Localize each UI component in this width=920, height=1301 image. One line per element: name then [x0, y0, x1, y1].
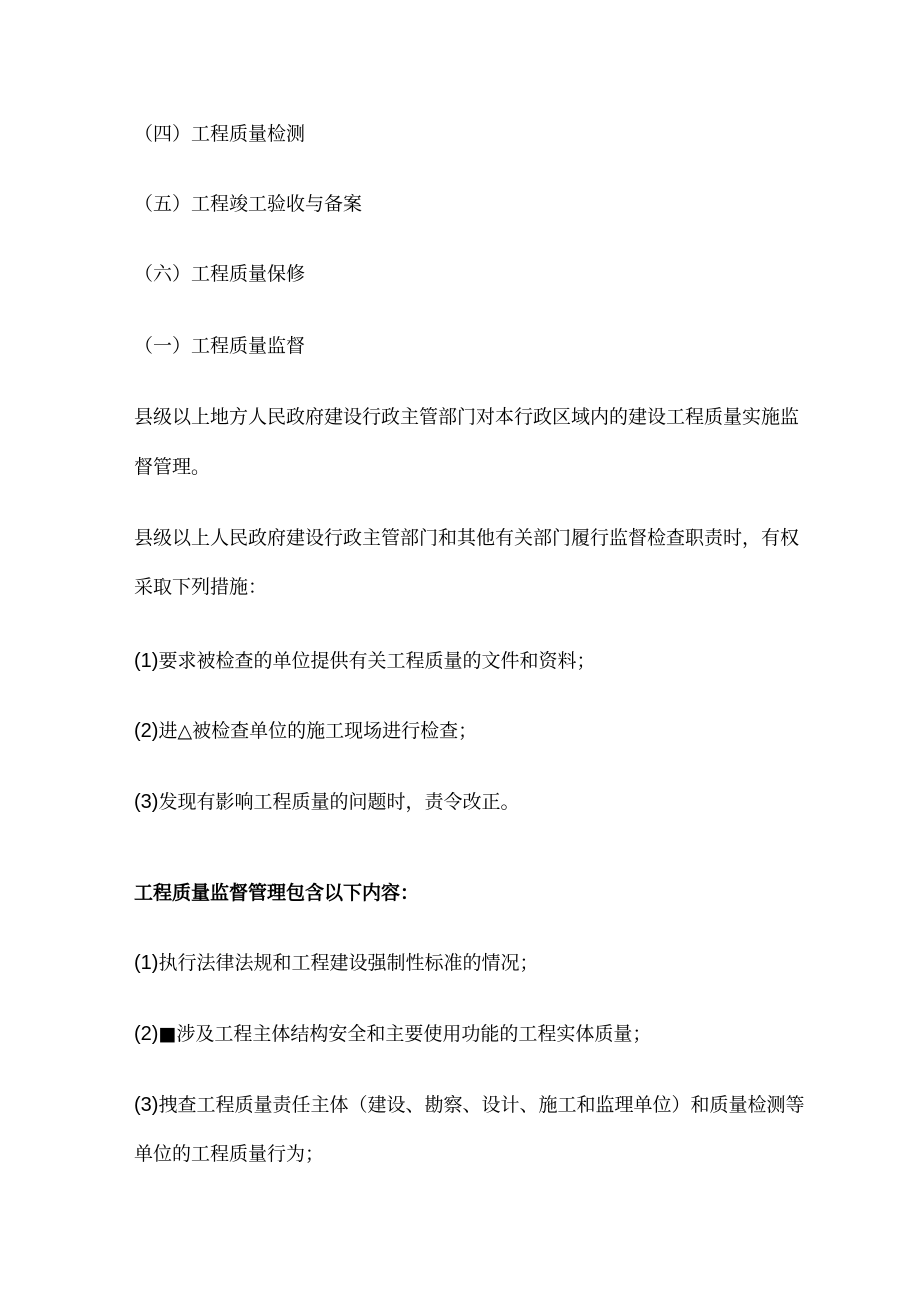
measure-item-text: 要求被检查的单位提供有关工程质量的文件和资料； [158, 650, 596, 672]
paragraph-2-line-1: 县级以上人民政府建设行政主管部门和其他有关部门履行监督检查职责时，有权 [134, 527, 800, 549]
content-item-text: 拽查工程质量责任主体（建设、勘察、设计、施工和监理单位）和质量检测等 [158, 1094, 805, 1116]
content-item-3 [134, 1093, 805, 1117]
content-item-3-continuation: 单位的工程质量行为； [134, 1143, 325, 1165]
measure-item-number: (3) [134, 791, 159, 813]
measure-item-number: (2) [134, 720, 159, 742]
heading-quality-supervision: （一）工程质量监督 [134, 335, 306, 357]
heading-quality-warranty: （六）工程质量保修 [134, 263, 306, 285]
heading-quality-testing: （四）工程质量检测 [134, 123, 306, 145]
content-item-number: (3) [134, 1094, 159, 1116]
measure-item-number: (1) [134, 650, 159, 672]
content-item-2 [134, 1022, 794, 1046]
content-item-number: (2) [134, 1023, 159, 1045]
paragraph-1-line-1: 县级以上地方人民政府建设行政主管部门对本行政区域内的建设工程质量实施监 [134, 406, 800, 428]
content-item-text: ■涉及工程主体结构安全和主要使用功能的工程实体质量； [158, 1023, 652, 1045]
measure-item-text: 进△被检查单位的施工现场进行检查； [158, 720, 478, 742]
paragraph-1-line-2: 督管理。 [134, 456, 211, 478]
paragraph-2-line-2: 采取下列措施： [134, 576, 268, 598]
measure-item-1 [134, 649, 794, 673]
measure-item-text: 发现有影响工程质量的问题时，责令改正。 [158, 791, 520, 813]
content-item-number: (1) [134, 952, 159, 974]
contents-heading: 工程质量监督管理包含以下内容： [134, 882, 420, 904]
heading-completion-acceptance: （五）工程竣工验收与备案 [134, 193, 363, 215]
measure-item-3 [134, 790, 794, 814]
measure-item-2 [134, 719, 794, 743]
content-item-text: 执行法律法规和工程建设强制性标准的情况； [158, 952, 539, 974]
content-item-1 [134, 951, 794, 975]
